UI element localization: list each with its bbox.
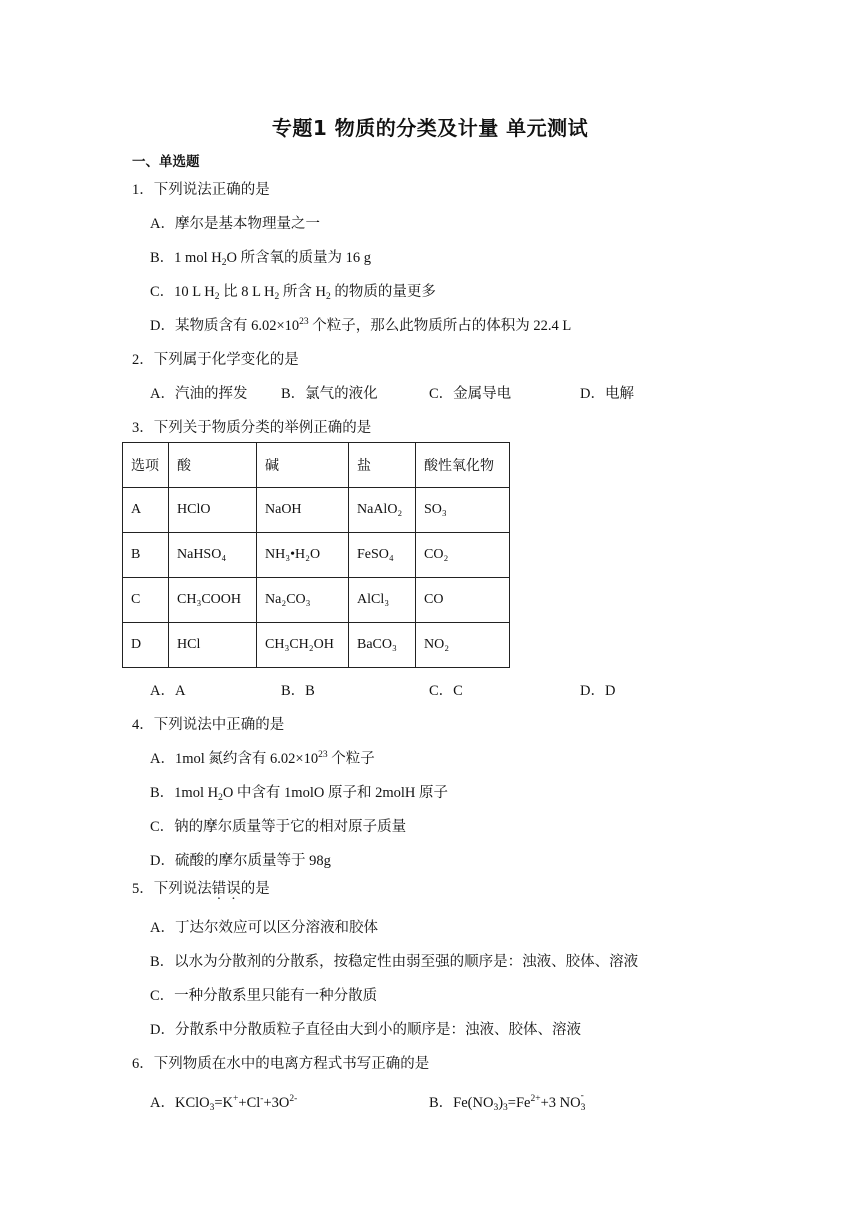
- q3-option-b: B．B: [281, 683, 315, 699]
- table-cell: AlCl₃: [349, 578, 416, 623]
- q4-option-b: B．1mol $H_2O$ 中含有 1molO 原子和 2molH 原子: [150, 785, 448, 803]
- section-heading: 一、单选题: [132, 154, 200, 170]
- q5-option-c: C．一种分散系里只能有一种分散质: [150, 988, 378, 1004]
- table-cell: B: [123, 533, 169, 578]
- table-row: [123, 488, 510, 533]
- table-cell: CO₂: [416, 533, 510, 578]
- table-cell: HClO: [169, 488, 257, 533]
- q6-option-a: A．$KClO_3=K^++Cl^-+3O^{2-}$: [150, 1094, 298, 1113]
- table-header-cell: 选项: [123, 443, 169, 488]
- table-header-cell: 酸性氧化物: [416, 443, 510, 488]
- table-cell: HCl: [169, 623, 257, 668]
- q6-option-b: B．$Fe(NO_3)_3=Fe^{2+}+3$ NO - 3: [429, 1091, 586, 1113]
- q2-option-a: A．汽油的挥发: [150, 386, 248, 402]
- q1-option-c: C．10 L $H_2$ 比 8 L $H_2$ 所含 $H_2$ 的物质的量更多: [150, 284, 436, 302]
- q2-option-b: B．氯气的液化: [281, 386, 378, 402]
- q2-option-d: D．电解: [580, 386, 634, 402]
- table-header-cell: 酸: [169, 443, 257, 488]
- table-cell: A: [123, 488, 169, 533]
- table-cell: Na₂CO₃: [257, 578, 349, 623]
- q4-option-d: D．硫酸的摩尔质量等于 98g: [150, 853, 331, 869]
- q1-option-a: A．摩尔是基本物理量之一: [150, 216, 320, 232]
- table-cell: NaAlO₂: [349, 488, 416, 533]
- table-header-row: [123, 443, 510, 488]
- page-title: 专题1 物质的分类及计量 单元测试: [271, 116, 589, 140]
- table-cell: NH₃•H₂O: [257, 533, 349, 578]
- table-cell: NaHSO₄: [169, 533, 257, 578]
- q4-option-c: C．钠的摩尔质量等于它的相对原子质量: [150, 819, 407, 835]
- q4-stem: 4．下列说法中正确的是: [132, 717, 285, 733]
- q5-option-a: A．丁达尔效应可以区分溶液和胶体: [150, 920, 378, 936]
- table-cell: C: [123, 578, 169, 623]
- q3-option-c: C．C: [429, 683, 463, 699]
- table-cell: CO: [416, 578, 510, 623]
- q4-option-a: A．1mol 氮约含有 $6.02\times 10^{23}$ 个粒子: [150, 750, 375, 767]
- q2-stem: 2．下列属于化学变化的是: [132, 352, 299, 368]
- q1-stem: 1．下列说法正确的是: [132, 182, 270, 198]
- q5-option-b: B．以水为分散剂的分散系，按稳定性由弱至强的顺序是：浊液、胶体、溶液: [150, 954, 639, 970]
- q6-stem: 6．下列物质在水中的电离方程式书写正确的是: [132, 1056, 430, 1072]
- table-cell: BaCO₃: [349, 623, 416, 668]
- q1-option-d: D．某物质含有 $6.02\times 10^{23}$ 个粒子，那么此物质所占的体积为 22.4 L: [150, 317, 572, 334]
- table-row: [123, 533, 510, 578]
- q5-option-d: D．分散系中分散质粒子直径由大到小的顺序是：浊液、胶体、溶液: [150, 1022, 581, 1038]
- table-cell: SO₃: [416, 488, 510, 533]
- table-cell: NO₂: [416, 623, 510, 668]
- table-row: [123, 578, 510, 623]
- classification-table: [122, 442, 510, 668]
- table-row: [123, 623, 510, 668]
- q3-option-d: D．D: [580, 683, 616, 699]
- table-cell: D: [123, 623, 169, 668]
- q3-stem: 3．下列关于物质分类的举例正确的是: [132, 420, 372, 436]
- table-header-cell: 碱: [257, 443, 349, 488]
- q3-option-a: A．A: [150, 683, 186, 699]
- q1-option-b: B．1 mol $H_2O$ 所含氧的质量为 16 g: [150, 250, 372, 268]
- table-header-cell: 盐: [349, 443, 416, 488]
- table-cell: FeSO₄: [349, 533, 416, 578]
- table-cell: NaOH: [257, 488, 349, 533]
- q5-stem: 5．下列说法错误的是: [132, 881, 270, 897]
- table-cell: CH₃COOH: [169, 578, 257, 623]
- q2-option-c: C．金属导电: [429, 386, 512, 402]
- table-cell: CH₃CH₂OH: [257, 623, 349, 668]
